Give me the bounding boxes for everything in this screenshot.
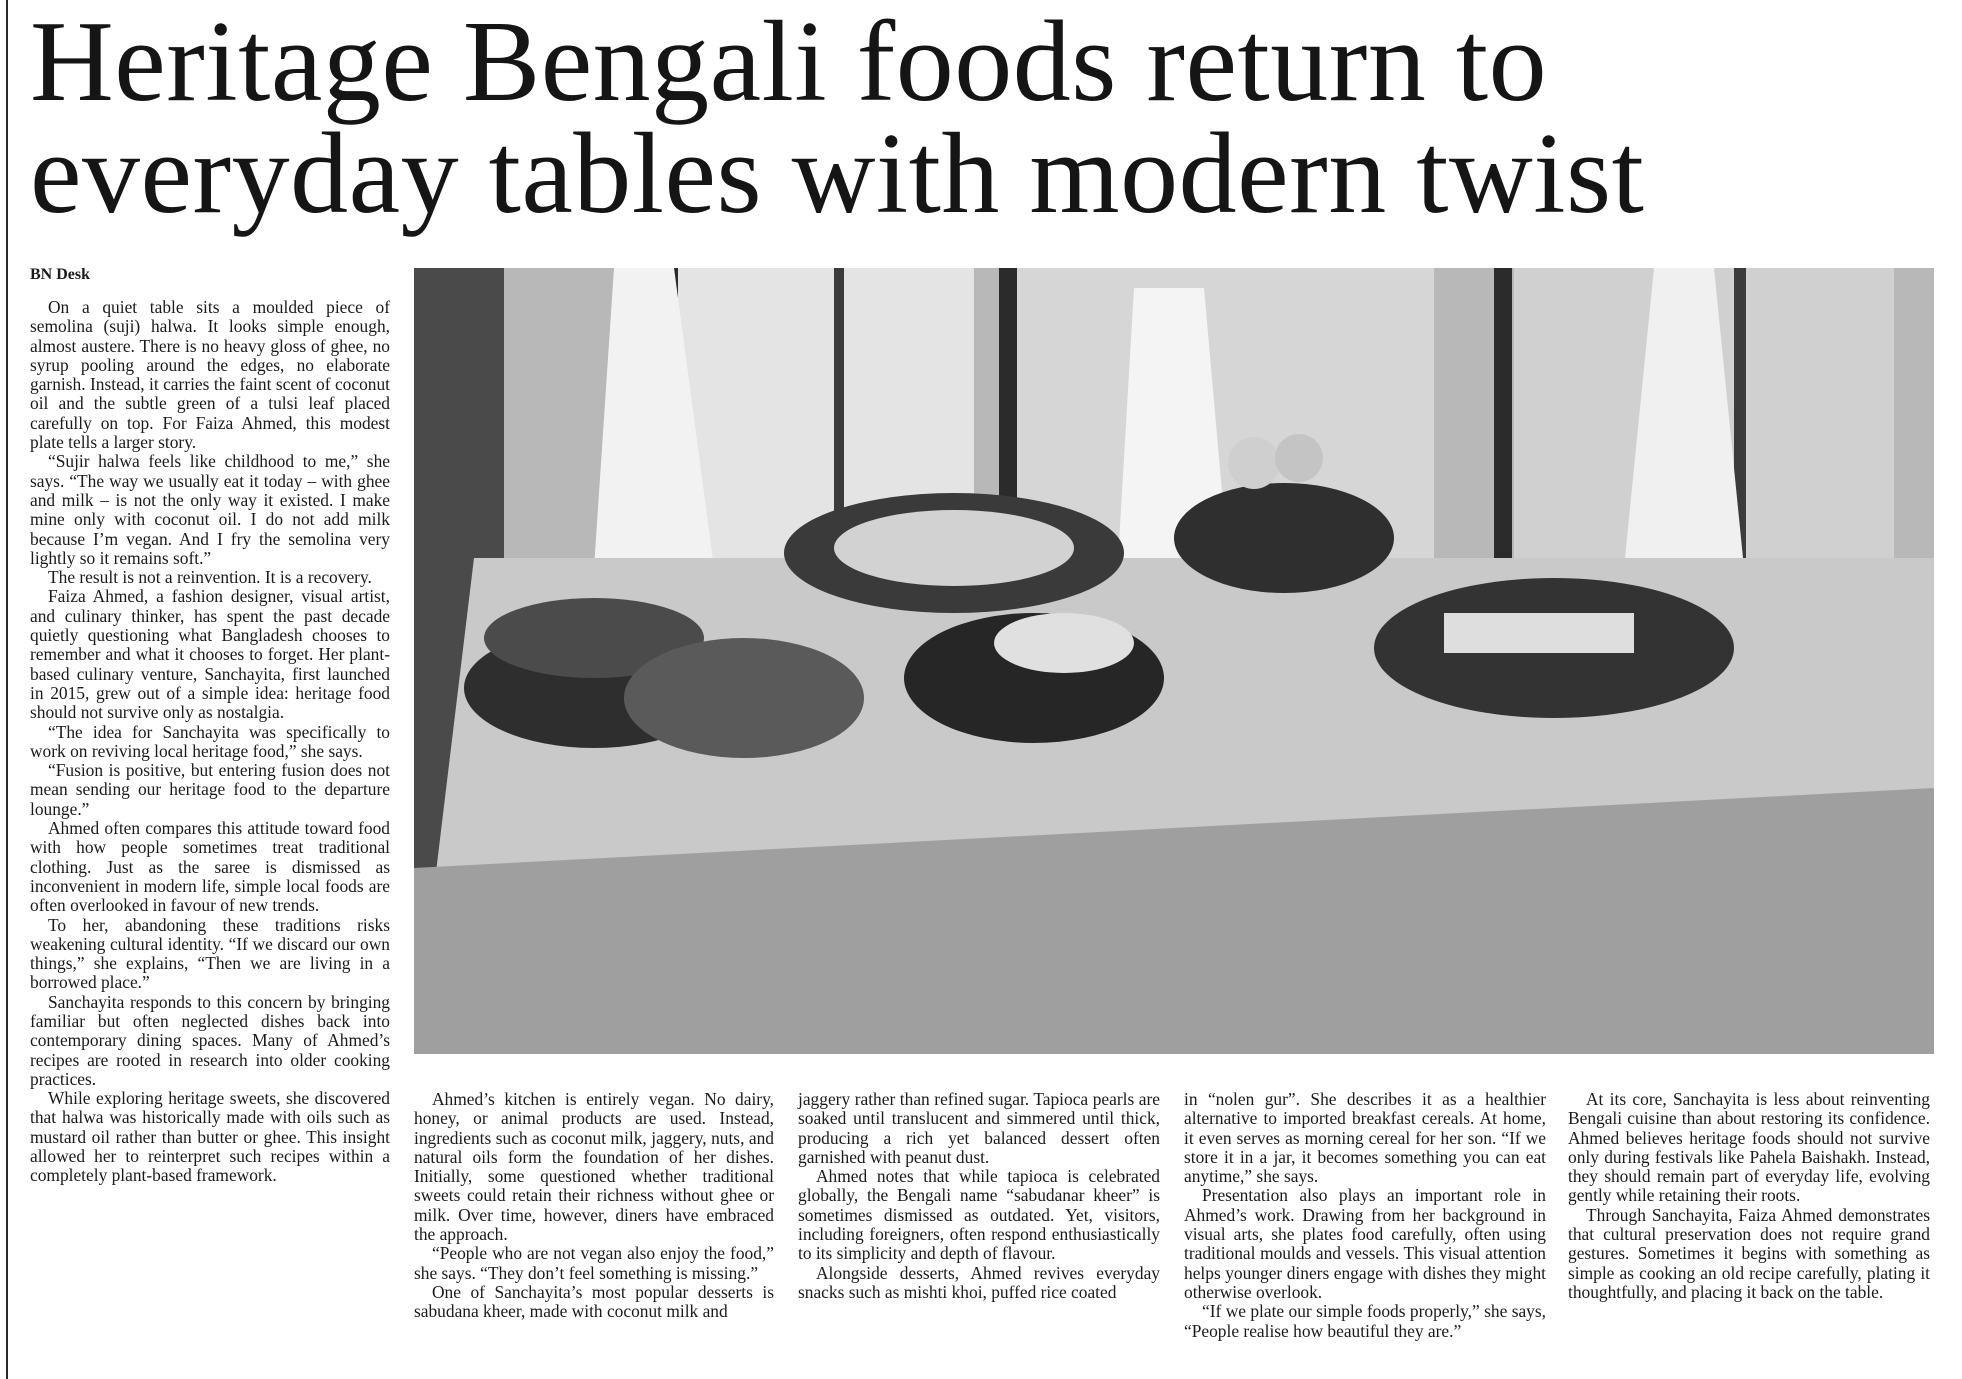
paragraph: At its core, Sanchayita is less about reinventing Bengali cuisine than about restoring its confidence. Ahmed believes heritage foods should not survive only during festivals like Pahela Baishakh. Instead, they should remain part of everyday life, evolving gently while retaining their roots. xyxy=(1568,1089,1930,1206)
article-column-4 xyxy=(1184,1090,1546,1341)
paragraph: Ahmed notes that while tapioca is celebrated globally, the Bengali name “sabudanar kheer” is sometimes dismissed as outdated. Yet, visitors, including foreigners, often respond enthusiastically to its simplicity and depth of flavour. xyxy=(798,1166,1160,1264)
article-column-1 xyxy=(30,298,390,1186)
paragraph: The result is not a reinvention. It is a recovery. xyxy=(48,567,372,588)
paragraph: One of Sanchayita’s most popular desserts is sabudana kheer, made with coconut milk and xyxy=(414,1281,774,1322)
article-photo xyxy=(414,268,1934,1054)
paragraph: While exploring heritage sweets, she discovered that halwa was historically made with oils such as mustard oil rather than butter or ghee. This insight allowed her to reinterpret such recipes within a completely plant-based framework. xyxy=(30,1088,390,1186)
paragraph: “If we plate our simple foods properly,” she says, “People realise how beautiful they are.” xyxy=(1184,1301,1546,1341)
headline-line-2: everyday tables with modern twist xyxy=(30,110,1645,238)
paragraph: Ahmed’s kitchen is entirely vegan. No dairy, honey, or animal products are used. Instead, ingredients such as coconut milk, jaggery, nuts, and natural oils form the foundation of her dishes. Initially, some questioned whether traditional sweets could retain their richness without ghee or milk. Over time, however, diners have embraced the approach. xyxy=(414,1089,774,1245)
paragraph: Presentation also plays an important role in Ahmed’s work. Drawing from her background in visual arts, she plates food carefully, often using traditional moulds and vessels. This visual attention helps younger diners engage with dishes they might otherwise overlook. xyxy=(1184,1185,1546,1302)
headline-line-1: Heritage Bengali foods return to xyxy=(30,0,1548,126)
paragraph: Alongside desserts, Ahmed revives everyday snacks such as mishti khoi, puffed rice coated xyxy=(798,1262,1160,1302)
article-column-3 xyxy=(798,1090,1160,1302)
paragraph: Ahmed often compares this attitude toward food with how people sometimes treat traditional clothing. Just as the saree is dismissed as inconvenient in modern life, simple local foods are often overlooked in favour of new trends. xyxy=(30,818,390,916)
paragraph: in “nolen gur”. She describes it as a healthier alternative to imported breakfast cereals. At home, it even serves as morning cereal for her son. “If we store it in a jar, it becomes something you can eat anytime,” she says. xyxy=(1184,1089,1546,1187)
paragraph: jaggery rather than refined sugar. Tapioca pearls are soaked until translucent and simmered until thick, producing a rich yet balanced dessert often garnished with peanut dust. xyxy=(798,1089,1160,1167)
article-column-2 xyxy=(414,1090,774,1322)
page-edge-rule xyxy=(6,0,8,1379)
paragraph: “Sujir halwa feels like childhood to me,” she says. “The way we usually eat it today – with ghee and milk – is not the only way it existed. I make mine only with coconut oil. I do not add milk because I’m vegan. And I fry the semolina very lightly so it remains soft.” xyxy=(30,451,390,568)
paragraph: Faiza Ahmed, a fashion designer, visual artist, and culinary thinker, has spent the past decade quietly questioning what Bangladesh chooses to remember and what it chooses to forget. Her plant-based culinary venture, Sanchayita, first launched in 2015, grew out of a simple idea: heritage food should not survive only as nostalgia. xyxy=(30,586,390,723)
paragraph: “Fusion is positive, but entering fusion does not mean sending our heritage food to the departure lounge.” xyxy=(30,760,390,819)
paragraph: Through Sanchayita, Faiza Ahmed demonstrates that cultural preservation does not require grand gestures. Sometimes it begins with something as simple as cooking an old recipe carefully, plating it thoughtfully, and placing it back on the table. xyxy=(1568,1204,1930,1302)
paragraph: “People who are not vegan also enjoy the food,” she says. “They don’t feel something is missing.” xyxy=(414,1243,774,1283)
headline xyxy=(30,0,1950,238)
byline: BN Desk xyxy=(30,266,91,283)
paragraph: “The idea for Sanchayita was specifically to work on reviving local heritage food,” she says. xyxy=(30,721,390,761)
paragraph: On a quiet table sits a moulded piece of semolina (suji) halwa. It looks simple enough, almost austere. There is no heavy gloss of ghee, no syrup pooling around the edges, no elaborate garnish. Instead, it carries the faint scent of coconut oil and the subtle green of a tulsi leaf placed carefully on top. For Faiza Ahmed, this modest plate tells a larger story. xyxy=(30,297,390,453)
paragraph: Sanchayita responds to this concern by bringing familiar but often neglected dishes back into contemporary dining spaces. Many of Ahmed’s recipes are rooted in research into older cooking practices. xyxy=(30,991,390,1089)
article-column-5 xyxy=(1568,1090,1930,1302)
photo-icon xyxy=(414,268,1934,1054)
paragraph: To her, abandoning these traditions risks weakening cultural identity. “If we discard our own things,” she explains, “Then we are living in a borrowed place.” xyxy=(30,914,390,993)
